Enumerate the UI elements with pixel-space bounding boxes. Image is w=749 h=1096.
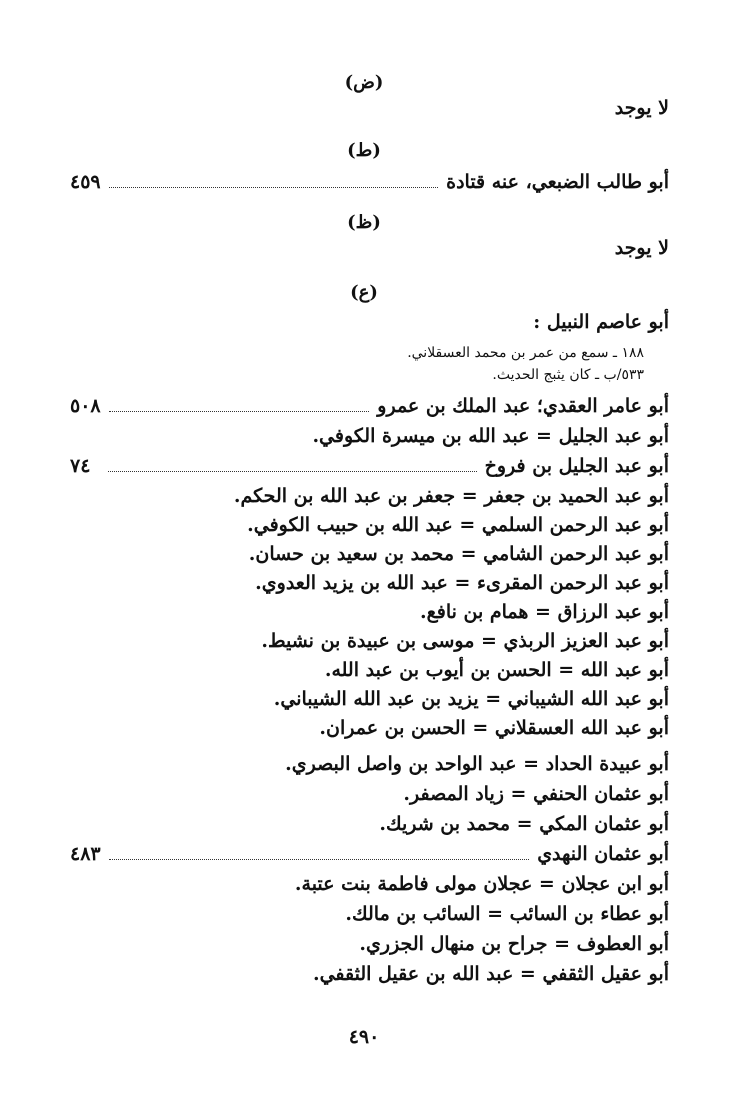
entry-text: أبو عطاء بن السائب = السائب بن مالك. xyxy=(345,903,669,925)
entry-text: لا يوجد xyxy=(614,97,669,119)
index-entry xyxy=(70,424,669,448)
index-entry xyxy=(70,571,669,595)
index-entry xyxy=(70,394,669,418)
section-heading-za: (ظ) xyxy=(347,212,381,233)
index-entry xyxy=(70,600,669,624)
entry-text: أبو عقيل الثقفي = عبد الله بن عقيل الثقفي. xyxy=(312,963,669,985)
entry-text: أبو عبد الله = الحسن بن أيوب بن عبد الله. xyxy=(324,659,669,681)
entry-text: أبو العطوف = جراح بن منهال الجزري. xyxy=(359,933,669,955)
index-entry xyxy=(70,310,669,334)
leader-dots xyxy=(109,411,370,412)
index-entry xyxy=(70,629,669,653)
entry-page-ref: ٧٤ xyxy=(70,455,91,477)
sub-entry: ٥٣٣/ب ـ كان يثبج الحديث. xyxy=(492,367,644,383)
entry-text: أبو عاصم النبيل : xyxy=(533,311,669,333)
index-entry xyxy=(70,842,669,866)
entry-text: أبو عبد الجليل = عبد الله بن ميسرة الكوفي. xyxy=(312,425,669,447)
entry-page-ref: ٥٠٨ xyxy=(70,395,101,417)
index-entry xyxy=(70,872,669,896)
entry-text: أبو عبيدة الحداد = عبد الواحد بن واصل البصري. xyxy=(285,753,669,775)
leader-dots xyxy=(108,471,477,472)
entry-text: أبو طالب الضبعي، عنه قتادة xyxy=(446,171,669,193)
entry-page-ref: ٤٥٩ xyxy=(70,171,101,193)
entry-page-ref: ٤٨٣ xyxy=(70,843,101,865)
leader-dots xyxy=(109,187,438,188)
entry-text: أبو عبد الجليل بن فروخ xyxy=(484,455,669,477)
index-entry xyxy=(70,454,669,478)
entry-text: أبو عثمان النهدي xyxy=(537,843,669,865)
index-entry xyxy=(70,170,669,194)
entry-text: أبو عبد الرزاق = همام بن نافع. xyxy=(420,601,669,623)
index-entry xyxy=(70,484,669,508)
index-entry xyxy=(70,812,669,836)
empty-note-za xyxy=(70,236,669,260)
entry-text: أبو عامر العقدي؛ عبد الملك بن عمرو xyxy=(377,395,669,417)
entry-text: أبو ابن عجلان = عجلان مولى فاطمة بنت عتبة. xyxy=(294,873,669,895)
entry-text: أبو عبد الله العسقلاني = الحسن بن عمران. xyxy=(319,717,669,739)
entry-text: أبو عثمان المكي = محمد بن شريك. xyxy=(379,813,669,835)
entry-text: أبو عبد الرحمن الشامي = محمد بن سعيد بن حسان. xyxy=(248,543,669,565)
entry-text: أبو عبد العزيز الربذي = موسى بن عبيدة بن نشيط. xyxy=(261,630,669,652)
index-entry xyxy=(70,902,669,926)
page-number: ٤٩٠ xyxy=(348,1026,380,1048)
leader-dots xyxy=(109,859,530,860)
section-heading-ain: (ع) xyxy=(350,282,378,303)
index-entry xyxy=(70,962,669,986)
entry-text: أبو عبد الرحمن السلمي = عبد الله بن حبيب الكوفي. xyxy=(247,514,669,536)
index-entry xyxy=(70,752,669,776)
entry-text: أبو عبد الله الشيباني = يزيد بن عبد الله الشيباني. xyxy=(273,688,669,710)
empty-note-dad xyxy=(70,96,669,120)
entry-text: لا يوجد xyxy=(614,237,669,259)
index-entry xyxy=(70,932,669,956)
index-entry xyxy=(70,782,669,806)
section-heading-ta: (ط) xyxy=(347,140,381,161)
index-entry xyxy=(70,658,669,682)
entry-text: أبو عبد الرحمن المقرىء = عبد الله بن يزيد العدوي. xyxy=(255,572,669,594)
sub-entry: ١٨٨ ـ سمع من عمر بن محمد العسقلاني. xyxy=(407,345,644,361)
entry-text: أبو عثمان الحنفي = زياد المصفر. xyxy=(403,783,669,805)
index-entry xyxy=(70,542,669,566)
index-entry xyxy=(70,687,669,711)
entry-text: أبو عبد الحميد بن جعفر = جعفر بن عبد الله بن الحكم. xyxy=(233,485,669,507)
index-entry xyxy=(70,716,669,740)
index-entry xyxy=(70,513,669,537)
section-heading-dad: (ض) xyxy=(344,72,384,93)
